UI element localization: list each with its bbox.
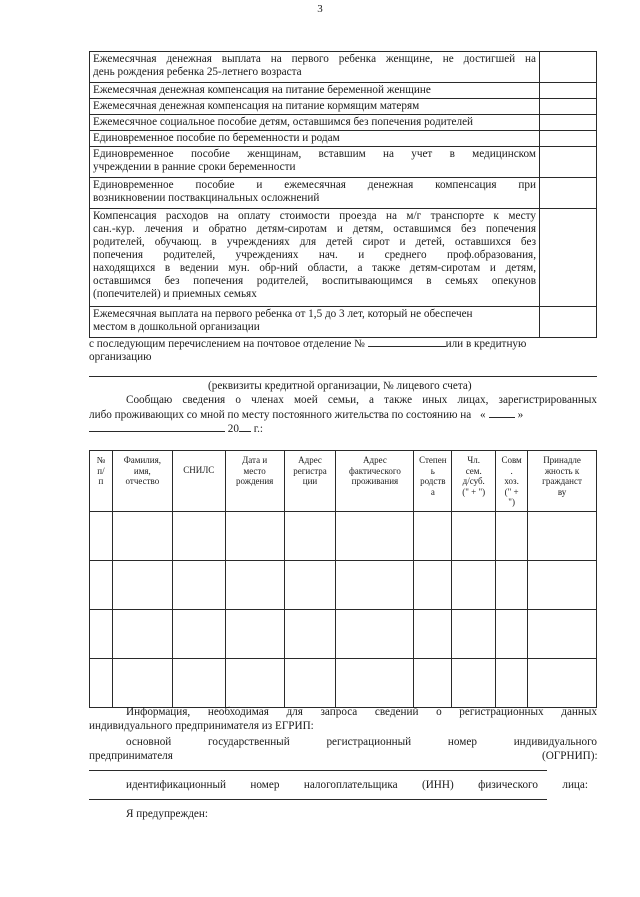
family-intro-line-1: Сообщаю сведения о членах моей семьи, а также иных лицах, зарегистрированных <box>126 394 597 406</box>
benefit-line: Ежемесячная денежная выплата на первого ребенка женщине, не достигшей на <box>93 53 536 65</box>
table-cell[interactable] <box>452 561 496 610</box>
benefit-line: Единовременное пособие и ежемесячная денежная компенсация при <box>93 179 536 191</box>
table-cell[interactable] <box>225 512 284 561</box>
date-open-quote: « <box>480 409 486 421</box>
benefit-line: учреждении в ранние сроки беременности <box>93 161 296 173</box>
transfer-text-1: с последующим перечислением на почтовое отделение № <box>89 338 365 350</box>
date-close-quote: » <box>517 409 524 421</box>
header-line: Степен <box>419 455 447 465</box>
table-cell[interactable] <box>336 561 414 610</box>
header-line: СНИЛС <box>183 465 215 475</box>
header-line: п/ <box>97 465 105 476</box>
table-row <box>90 659 597 708</box>
benefit-text <box>90 115 540 131</box>
benefit-text <box>90 178 540 209</box>
header-line: № <box>96 455 106 465</box>
header-line: сем. <box>465 465 482 476</box>
header-line: хоз. <box>504 476 519 486</box>
table-cell[interactable] <box>496 659 528 708</box>
benefit-row <box>90 209 597 307</box>
benefit-checkbox[interactable] <box>540 307 597 338</box>
benefit-row <box>90 178 597 209</box>
benefit-text <box>90 52 540 83</box>
benefit-checkbox[interactable] <box>540 209 597 307</box>
header-line: Принадле <box>543 455 581 465</box>
table-cell[interactable] <box>284 659 336 708</box>
header-line: регистра <box>293 465 327 476</box>
col-snils-header <box>172 451 225 512</box>
family-table-header <box>90 451 597 512</box>
header-line: . <box>510 465 513 476</box>
header-line: родств <box>420 476 446 486</box>
table-row <box>90 610 597 659</box>
header-line: п <box>98 476 104 486</box>
header-line: рождения <box>235 476 274 486</box>
table-cell[interactable] <box>414 512 452 561</box>
benefit-line: Ежемесячная денежная компенсация на питание кормящим матерям <box>93 100 420 112</box>
header-line: имя, <box>133 465 151 476</box>
table-cell[interactable] <box>284 512 336 561</box>
benefit-line: Ежемесячная денежная компенсация на питание беременной женщине <box>93 84 431 96</box>
col-household-header <box>496 451 528 512</box>
benefit-checkbox[interactable] <box>540 131 597 147</box>
benefit-line: местом в дошкольной организации <box>93 321 260 333</box>
header-line: Чл. <box>467 455 481 465</box>
table-cell[interactable] <box>496 561 528 610</box>
ogrnip-line-2b: (ОГРНИП): <box>542 750 598 762</box>
table-cell[interactable] <box>90 561 113 610</box>
table-cell[interactable] <box>414 561 452 610</box>
table-cell[interactable] <box>112 561 172 610</box>
header-line: проживания <box>351 476 399 486</box>
header-line: Совм <box>501 455 522 465</box>
benefit-text <box>90 83 540 99</box>
header-line: Фамилия, <box>123 455 162 465</box>
table-cell[interactable] <box>336 512 414 561</box>
benefits-table <box>89 51 597 338</box>
year-suffix: г.: <box>253 423 264 435</box>
header-line: место <box>243 465 266 476</box>
benefit-row <box>90 115 597 131</box>
table-cell[interactable] <box>90 610 113 659</box>
ogrnip-line-1: основной государственный регистрационный номер индивидуального <box>126 736 597 748</box>
header-line: Дата и <box>242 455 268 465</box>
table-cell[interactable] <box>452 659 496 708</box>
header-line: ь <box>430 465 435 476</box>
col-citizenship-header <box>528 451 597 512</box>
table-cell[interactable] <box>112 512 172 561</box>
warned-line: Я предупрежден: <box>126 808 208 820</box>
table-cell[interactable] <box>414 610 452 659</box>
benefit-row <box>90 52 597 83</box>
benefit-line: родителей, обучающ. в учреждениях для детей сирот и детей, оставшихся без <box>93 236 536 248</box>
table-cell[interactable] <box>528 659 597 708</box>
table-cell[interactable] <box>528 512 597 561</box>
egrip-intro-line-2: индивидуального предпринимателя из ЕГРИП: <box>89 720 314 732</box>
ogrnip-field[interactable] <box>89 770 547 771</box>
header-line: отчество <box>125 476 160 486</box>
col-relation-header <box>414 451 452 512</box>
table-cell[interactable] <box>528 610 597 659</box>
benefit-checkbox[interactable] <box>540 178 597 209</box>
header-line: (" + ") <box>462 486 486 497</box>
table-cell[interactable] <box>172 610 225 659</box>
table-cell[interactable] <box>90 512 113 561</box>
benefit-line: (попечителей) и приемных семьях <box>93 288 257 300</box>
table-cell[interactable] <box>528 561 597 610</box>
table-cell[interactable] <box>452 610 496 659</box>
benefit-line: возникновении поствакцинальных осложнений <box>93 192 320 204</box>
benefit-line: оставшимся без попечения родителей, воспитывающимся в семьях опекунов <box>93 275 536 287</box>
col-number-header <box>90 451 113 512</box>
benefit-text <box>90 147 540 178</box>
table-cell[interactable] <box>336 659 414 708</box>
benefit-text <box>90 131 540 147</box>
header-line: фактического <box>348 465 401 476</box>
egrip-intro-line-1: Информация, необходимая для запроса сведений о регистрационных данных <box>126 706 597 718</box>
table-cell[interactable] <box>90 659 113 708</box>
benefit-line: день рождения ребенка 25-летнего возраста <box>93 66 302 78</box>
header-line: д/суб. <box>462 476 485 486</box>
benefit-text <box>90 307 540 338</box>
transfer-text-2: или в кредитную <box>445 338 527 350</box>
header-line: а <box>430 486 435 497</box>
table-cell[interactable] <box>284 610 336 659</box>
family-intro-line-2 <box>89 407 597 422</box>
benefit-checkbox[interactable] <box>540 99 597 115</box>
table-cell[interactable] <box>225 561 284 610</box>
table-cell[interactable] <box>496 610 528 659</box>
header-line: ву <box>557 486 567 497</box>
benefit-line: попечения родителей, учреждениях нач. и среднего проф.образования, <box>93 249 536 261</box>
col-family-member-header <box>452 451 496 512</box>
benefit-checkbox[interactable] <box>540 52 597 83</box>
ogrnip-line-2a: предпринимателя <box>89 750 173 762</box>
col-name-header <box>112 451 172 512</box>
inn-field[interactable] <box>89 799 547 800</box>
table-cell[interactable] <box>225 610 284 659</box>
benefit-line: Ежемесячное социальное пособие детям, оставшимся без попечения родителей <box>93 116 474 128</box>
benefit-line: Единовременное пособие по беременности и родам <box>93 132 340 144</box>
page-number: 3 <box>317 3 323 15</box>
inn-line: идентификационный номер налогоплательщика (ИНН) физического лица: <box>126 779 588 791</box>
table-cell[interactable] <box>452 512 496 561</box>
family-members-table <box>89 450 597 708</box>
benefit-line: находящихся в ведении мун. обр-ний области, а также детям-сиротам и детям, <box>93 262 536 274</box>
benefit-line: Единовременное пособие женщинам, вставшим на учет в медицинском <box>93 148 536 160</box>
header-line: (" + <box>504 486 519 497</box>
benefit-line: сан.-кур. лечения и обратно детям-сиротам и детям, оставшимся без попечения <box>93 223 536 235</box>
table-cell[interactable] <box>414 659 452 708</box>
benefit-row <box>90 147 597 178</box>
header-line <box>174 455 224 465</box>
table-row <box>90 561 597 610</box>
family-intro-line-3 <box>89 421 263 436</box>
table-row <box>90 512 597 561</box>
table-cell[interactable] <box>496 512 528 561</box>
benefit-checkbox[interactable] <box>540 83 597 99</box>
family-intro-text: либо проживающих со мной по месту постоянного жительства по состоянию на <box>89 409 472 421</box>
benefit-checkbox[interactable] <box>540 115 597 131</box>
table-cell[interactable] <box>284 561 336 610</box>
header-line: жность к <box>544 465 580 476</box>
benefit-row <box>90 99 597 115</box>
benefit-line: Ежемесячная выплата на первого ребенка от 1,5 до 3 лет, который не обеспечен <box>93 308 473 320</box>
benefit-row <box>90 131 597 147</box>
date-year-field[interactable] <box>239 421 251 432</box>
transfer-line <box>89 336 597 351</box>
benefit-text <box>90 209 540 307</box>
header-line: гражданст <box>542 476 582 486</box>
table-cell[interactable] <box>112 610 172 659</box>
credit-org-caption: (реквизиты кредитной организации, № лицевого счета) <box>208 380 472 392</box>
benefit-checkbox[interactable] <box>540 147 597 178</box>
credit-org-field[interactable] <box>89 376 597 377</box>
post-office-number-field[interactable] <box>368 336 446 347</box>
benefit-row <box>90 83 597 99</box>
date-day-field[interactable] <box>489 407 515 418</box>
header-line: ") <box>508 497 515 507</box>
transfer-line-2: организацию <box>89 351 152 363</box>
table-cell[interactable] <box>336 610 414 659</box>
table-cell[interactable] <box>172 512 225 561</box>
benefit-row <box>90 307 597 338</box>
col-residence-header <box>336 451 414 512</box>
col-birth-header <box>225 451 284 512</box>
table-cell[interactable] <box>225 659 284 708</box>
col-registration-header <box>284 451 336 512</box>
table-cell[interactable] <box>172 561 225 610</box>
header-line: Адрес <box>298 455 322 465</box>
table-cell[interactable] <box>112 659 172 708</box>
header-line: ции <box>302 476 318 486</box>
year-prefix: 20 <box>227 423 239 435</box>
table-cell[interactable] <box>172 659 225 708</box>
date-month-field[interactable] <box>89 421 225 432</box>
header-line: Адрес <box>363 455 387 465</box>
benefit-text <box>90 99 540 115</box>
benefit-line: Компенсация расходов на оплату стоимости проезда на м/г транспорте к месту <box>93 210 536 222</box>
